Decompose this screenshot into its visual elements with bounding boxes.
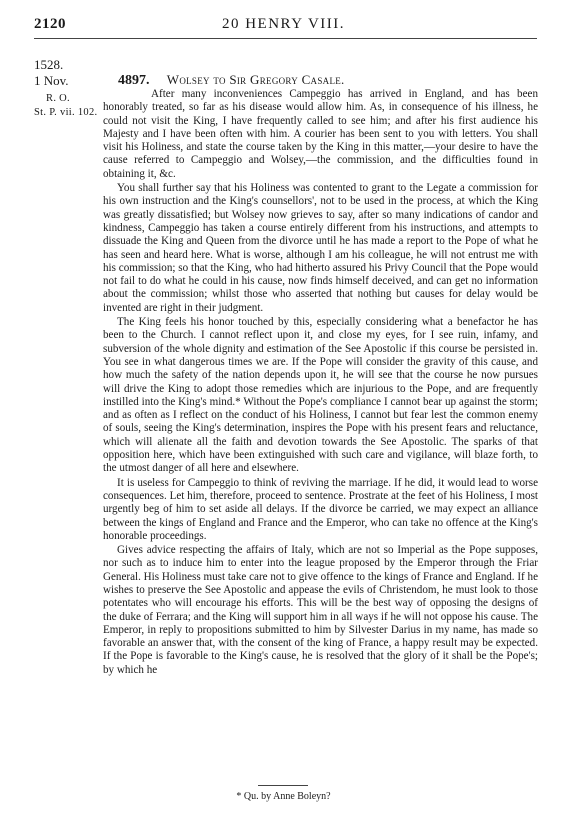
entry-number: 4897.: [118, 73, 150, 88]
letter-body: [103, 88, 538, 677]
margin-source-archive: R. O.: [46, 93, 70, 104]
paragraph: Gives advice respecting the affairs of Italy, which are not so Imperial as the Pope supposes, nor such as to induce him to enter into the league proposed by the Emperor through the Friar General. His Holiness must take care not to give offence to the kings of France and England. If he wishes to preserve the See Apostolic and appease the evils of Christendom, he must look to those potentates who will encourage his efforts. This will be the best way of opposing the designs of the duke of Ferrara; and the King will support him in all ways if he will not oppose his cause. The Emperor, in reply to propositions submitted to him by Silvester Darius in my name, has made so favorable an answer that, with the consent of the king of France, a happy result may be expected. If the Pope is favorable to the King's cause, he is resolved that the glory of it shall be the Pope's; by which he: [103, 544, 538, 676]
margin-date: 1 Nov.: [34, 73, 69, 88]
margin-year: 1528.: [34, 57, 64, 72]
paragraph: You shall further say that his Holiness was contented to grant to the Legate a commission for his own instruction and the King's counsellors', not to be used in the process, at which the King was greatly dissatisfied; but Wolsey now grieves to say, after so many indications of candor and kindness, Campeggio has taken a course entirely different from his instructions, and attempts to dissuade the King and Queen from the divorce until he has made a report to the Pope of what he has seen and heard here. What is worse, although I am his colleague, he will not entrust me with his commission; so that the King, who had hitherto assured his Privy Council that the Pope would not fail to do what he could in his cause, now finds himself deceived, and can get no information about the commission; whilst those who asserted that nothing but causes for delay would be invented are right in their judgment.: [103, 182, 538, 314]
margin-source-reference: St. P. vii. 102.: [34, 107, 98, 118]
page-number: 2120: [34, 16, 66, 32]
paragraph: It is useless for Campeggio to think of reviving the marriage. If he did, it would lead to worse consequences. Let him, therefore, proceed to sentence. Prostrate at the feet of his Holiness, I most urgently beg of him to set aside all delays. If the divorce be carried, we may expect an alliance between the kings of England and France and the Emperor, who can take no offence at the King's honorable proceedings.: [103, 476, 538, 542]
footnote-rule: [258, 785, 308, 786]
entry-heading: Wolsey to Sir Gregory Casale.: [166, 72, 345, 87]
margin-source: [34, 92, 98, 120]
paragraph: The King feels his honor touched by this, especially considering what a benefactor he has been to the Church. I cannot reflect upon it, and close my eyes, for I see ruin, infamy, and subversion of the whole dignity and estimation of the See Apostolic if this course be persisted in. You see in what dangerous times we are. If the Pope will consider the gravity of this cause, and how much the safety of the nation depends upon it, he will see that the course he now pursues will drive the King to adopt those remedies which are injurious to the Pope, and are frequently instilled into the King's mind.* Without the Pope's compliance I cannot bear up against the storm; and as often as I reflect on the conduct of his Holiness, I cannot but fear lest the common enemy of souls, seeing the King's determination, inspires the Pope with his present fears and reluctance, which will alienate all the faith and devotion towards the See Apostolic. The sparks of that opposition here, which have been extinguished with such care and vigilance, will blaze forth, to the utmost danger of all here and elsewhere.: [103, 316, 538, 475]
paragraph: After many inconveniences Campeggio has arrived in England, and has been honorably treated, so far as his disease would allow him. As, in consequence of his illness, he could not visit the King, I have frequently called to see him; and after his first audience his Majesty and I have been often with him. A courier has been sent to you with letters. You shall visit his Holiness, and state the course taken by the King in this matter,—your desire to have the cause referred to Campeggio and Wolsey,—the commission, and the difficulties found in obtaining it, &c.: [103, 88, 538, 180]
running-title: 20 HENRY VIII.: [221, 16, 346, 32]
footnote: * Qu. by Anne Boleyn?: [236, 791, 331, 802]
entry-heading-line: [118, 72, 538, 89]
header-rule: [34, 38, 537, 39]
